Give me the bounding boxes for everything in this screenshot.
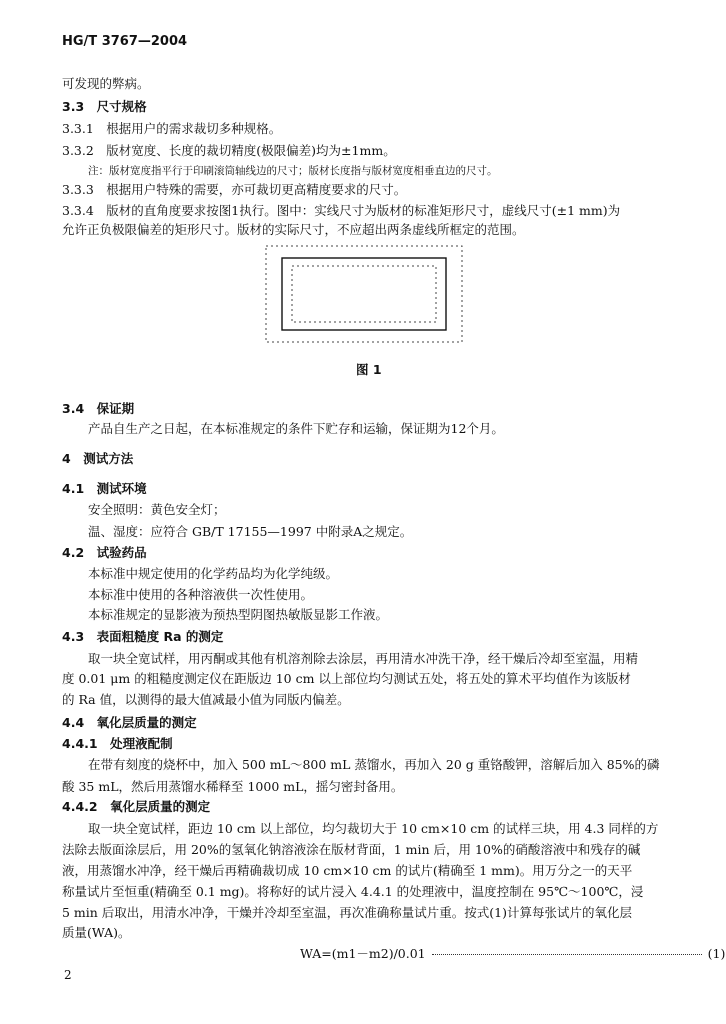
section-heading-3-3: 3.3 尺寸规格	[62, 99, 147, 114]
text-line: 质量(WA)。	[62, 925, 131, 940]
section-heading-4-2: 4.2 试验药品	[62, 545, 147, 560]
text-line: 取一块全宽试样，用丙酮或其他有机溶剂除去涂层，再用清水冲洗干净，经干燥后冷却至室温，用精	[88, 651, 639, 666]
text-line: 酸 35 mL，然后用蒸馏水稀释至 1000 mL，摇匀密封备用。	[62, 779, 404, 794]
text-line: 在带有刻度的烧杯中，加入 500 mL～800 mL 蒸馏水，再加入 20 g 重铬酸钾，溶解后加入 85%的磷	[88, 757, 660, 772]
text-line: 称量试片至恒重(精确至 0.1 mg)。将称好的试片浸入 4.4.1 的处理液中，温度控制在 95℃～100℃，浸	[62, 884, 644, 899]
page-number: 2	[64, 968, 72, 982]
text-line: 法除去版面涂层后，用 20%的氢氧化钠溶液涂在版材背面，1 min 后，用 10%的硝酸溶液中和残存的碱	[62, 842, 641, 857]
text-line: 3.3.3 根据用户特殊的需要，亦可裁切更高精度要求的尺寸。	[62, 182, 407, 197]
section-heading-4: 4 测试方法	[62, 451, 134, 466]
text-line: 5 min 后取出，用清水冲净，干燥并冷却至室温，再次准确称量试片重。按式(1)计算每张试片的氧化层	[62, 905, 633, 920]
figure-caption: 图 1	[356, 362, 382, 377]
text-line: 安全照明：黄色安全灯；	[88, 502, 226, 517]
standard-header: HG/T 3767—2004	[62, 34, 188, 49]
note-line: 注：版材宽度指平行于印刷滚筒轴线边的尺寸；版材长度指与版材宽度相垂直边的尺寸。	[88, 165, 498, 177]
text-line: 产品自生产之日起，在本标准规定的条件下贮存和运输，保证期为12个月。	[88, 421, 504, 436]
formula-expression: WA=(m1－m2)/0.01	[300, 946, 426, 961]
section-heading-4-4: 4.4 氧化层质量的测定	[62, 715, 197, 730]
text-line: 本标准中规定使用的化学药品均为化学纯级。	[88, 566, 339, 581]
text-line: 3.3.4 版材的直角度要求按图1执行。图中：实线尺寸为版材的标准矩形尺寸，虚线尺寸(±1 mm)为	[62, 203, 621, 218]
section-heading-4-1: 4.1 测试环境	[62, 481, 147, 496]
section-heading-4-3: 4.3 表面粗糙度 Ra 的测定	[62, 629, 224, 644]
text-line: 温、湿度：应符合 GB/T 17155—1997 中附录A之规定。	[88, 524, 413, 539]
formula-number: (1)	[707, 946, 726, 961]
text-line: 可发现的弊病。	[62, 76, 150, 91]
text-line: 度 0.01 μm 的粗糙度测定仪在距版边 10 cm 以上部位均匀测试五处，将五处的算术平均值作为该版材	[62, 671, 631, 686]
figure-1-rectangles	[264, 244, 464, 344]
text-line: 取一块全宽试样，距边 10 cm 以上部位，均匀裁切大于 10 cm×10 cm 的试样三块，用 4.3 同样的方	[88, 821, 659, 836]
text-line: 允许正负极限偏差的矩形尺寸。版材的实际尺寸，不应超出两条虚线所框定的范围。	[62, 222, 525, 237]
text-line: 的 Ra 值，以测得的最大值减最小值为同版内偏差。	[62, 692, 350, 707]
section-heading-4-4-2: 4.4.2 氧化层质量的测定	[62, 799, 211, 814]
text-line: 本标准中使用的各种溶液供一次性使用。	[88, 587, 314, 602]
text-line: 本标准规定的显影液为预热型阴图热敏版显影工作液。	[88, 607, 389, 622]
text-line: 3.3.1 根据用户的需求裁切多种规格。	[62, 121, 282, 136]
text-line: 液，用蒸馏水冲净，经干燥后再精确裁切成 10 cm×10 cm 的试片(精确至 1 mm)。用万分之一的天平	[62, 863, 633, 878]
formula-1	[300, 944, 725, 962]
formula-leader-dots	[432, 954, 702, 955]
text-line: 3.3.2 版材宽度、长度的裁切精度(极限偏差)均为±1mm。	[62, 143, 396, 158]
section-heading-3-4: 3.4 保证期	[62, 401, 135, 416]
section-heading-4-4-1: 4.4.1 处理液配制	[62, 736, 173, 751]
